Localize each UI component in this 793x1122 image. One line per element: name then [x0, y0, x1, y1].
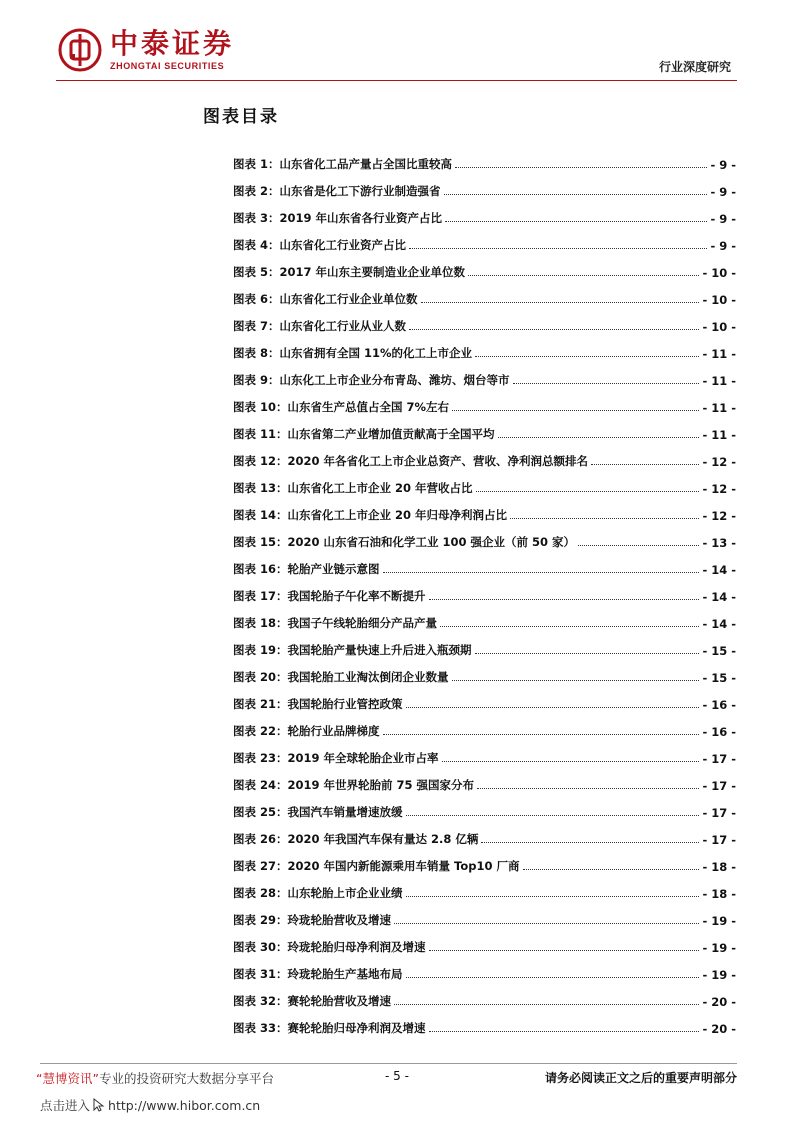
toc-item-page: - 10 - — [702, 320, 736, 334]
toc-item-label: 图表 8： — [233, 346, 280, 360]
toc-item-page: - 12 - — [702, 509, 736, 523]
toc-item-title: 轮胎行业品牌梯度 — [287, 724, 380, 738]
footer-link[interactable] — [40, 1096, 260, 1114]
toc-item[interactable] — [233, 631, 736, 658]
toc-leader-dots — [429, 1031, 700, 1032]
toc-item[interactable] — [233, 955, 736, 982]
toc-leader-dots — [440, 626, 699, 627]
toc-item[interactable] — [233, 280, 736, 307]
brand-logo — [58, 28, 234, 72]
toc-leader-dots — [476, 491, 700, 492]
toc-item-page: - 11 - — [702, 401, 736, 415]
footer-tagline-text: 专业的投资研究大数据分享平台 — [98, 1071, 274, 1086]
pointer-cursor-icon — [92, 1098, 106, 1112]
toc-item-label: 图表 20： — [233, 670, 288, 684]
toc-leader-dots — [523, 869, 700, 870]
toc-item-page: - 17 - — [702, 806, 736, 820]
toc-leader-dots — [444, 194, 708, 195]
toc-item-page: - 10 - — [702, 293, 736, 307]
toc-item-page: - 20 - — [702, 1022, 736, 1036]
toc-item-page: - 9 - — [710, 239, 736, 253]
toc-item-page: - 15 - — [702, 671, 736, 685]
toc-item-page: - 18 - — [702, 887, 736, 901]
toc-title: 图表目录 — [203, 107, 279, 127]
toc-item-title: 2020 年各省化工上市企业总资产、营收、净利润总额排名 — [287, 454, 589, 468]
toc-item-title: 2017 年山东主要制造业企业单位数 — [279, 265, 466, 279]
page-number: - 5 - — [385, 1069, 409, 1083]
toc-item-label: 图表 30： — [233, 940, 288, 954]
toc-item-page: - 16 - — [702, 698, 736, 712]
toc-item-label: 图表 21： — [233, 697, 288, 711]
toc-item-label: 图表 6： — [233, 292, 280, 306]
toc-item[interactable] — [233, 874, 736, 901]
toc-item-label: 图表 23： — [233, 751, 288, 765]
toc-item-label: 图表 31： — [233, 967, 288, 981]
toc-item-page: - 19 - — [702, 941, 736, 955]
toc-item-page: - 11 - — [702, 347, 736, 361]
toc-item-title: 山东省化工品产量占全国比重较高 — [279, 157, 453, 171]
toc-item-title: 山东省化工上市企业 20 年归母净利润占比 — [287, 508, 508, 522]
toc-item[interactable] — [233, 550, 736, 577]
footer-brand: “慧博资讯” — [36, 1071, 99, 1086]
toc-item-page: - 18 - — [702, 860, 736, 874]
toc-item-title: 山东轮胎上市企业业绩 — [287, 886, 403, 900]
toc-item[interactable] — [233, 442, 736, 469]
toc-item[interactable] — [233, 658, 736, 685]
toc-leader-dots — [409, 329, 699, 330]
toc-item[interactable] — [233, 334, 736, 361]
toc-item[interactable] — [233, 793, 736, 820]
toc-item-label: 图表 3： — [233, 211, 280, 225]
toc-leader-dots — [394, 923, 699, 924]
toc-item[interactable] — [233, 415, 736, 442]
toc-leader-dots — [383, 734, 700, 735]
toc-item-label: 图表 11： — [233, 427, 288, 441]
toc-item-label: 图表 28： — [233, 886, 288, 900]
disclaimer-note: 请务必阅读正文之后的重要声明部分 — [544, 1071, 737, 1085]
toc-item-page: - 15 - — [702, 644, 736, 658]
toc-item-label: 图表 15： — [233, 535, 288, 549]
toc-leader-dots — [452, 410, 699, 411]
toc-item-page: - 17 - — [702, 752, 736, 766]
toc-item[interactable] — [233, 523, 736, 550]
toc-item[interactable] — [233, 901, 736, 928]
toc-item-title: 山东省化工行业企业单位数 — [279, 292, 418, 306]
toc-item-page: - 11 - — [702, 374, 736, 388]
report-type-label: 行业深度研究 — [658, 60, 731, 74]
toc-item-label: 图表 18： — [233, 616, 288, 630]
toc-item-page: - 19 - — [702, 914, 736, 928]
toc-item-label: 图表 32： — [233, 994, 288, 1008]
toc-item[interactable] — [233, 847, 736, 874]
toc-item-label: 图表 33： — [233, 1021, 288, 1035]
toc-item-title: 山东省化工行业从业人数 — [279, 319, 407, 333]
toc-item-label: 图表 16： — [233, 562, 288, 576]
toc-item-page: - 12 - — [702, 482, 736, 496]
toc-item-title: 山东省生产总值占全国 7%左右 — [287, 400, 450, 414]
toc-item-page: - 9 - — [710, 212, 736, 226]
toc-item[interactable] — [233, 577, 736, 604]
toc-leader-dots — [468, 275, 699, 276]
toc-item-page: - 9 - — [710, 185, 736, 199]
toc-item[interactable] — [233, 361, 736, 388]
toc-item-label: 图表 9： — [233, 373, 280, 387]
toc-item[interactable] — [233, 820, 736, 847]
footer-link-prefix: 点击进入 — [40, 1098, 91, 1113]
toc-item-title: 我国汽车销量增速放缓 — [287, 805, 403, 819]
toc-item-page: - 17 - — [702, 833, 736, 847]
toc-item-page: - 14 - — [702, 563, 736, 577]
toc-item-page: - 10 - — [702, 266, 736, 280]
toc-item-title: 玲珑轮胎归母净利润及增速 — [287, 940, 426, 954]
toc-item-page: - 17 - — [702, 779, 736, 793]
toc-item[interactable] — [233, 253, 736, 280]
toc-item-title: 山东省是化工下游行业制造强省 — [279, 184, 441, 198]
toc-item-title: 我国轮胎工业淘汰倒闭企业数量 — [287, 670, 449, 684]
toc-leader-dots — [406, 815, 700, 816]
toc-item-title: 我国子午线轮胎细分产品产量 — [287, 616, 438, 630]
toc-item[interactable] — [233, 685, 736, 712]
toc-leader-dots — [455, 167, 707, 168]
toc-leader-dots — [475, 356, 699, 357]
toc-item[interactable] — [233, 712, 736, 739]
toc-item-title: 玲珑轮胎营收及增速 — [287, 913, 392, 927]
toc-item-label: 图表 14： — [233, 508, 288, 522]
toc-item-label: 图表 25： — [233, 805, 288, 819]
toc-item[interactable] — [233, 1009, 736, 1036]
toc-item-label: 图表 5： — [233, 265, 280, 279]
toc-item-page: - 12 - — [702, 455, 736, 469]
toc-item[interactable] — [233, 307, 736, 334]
toc-item-label: 图表 1： — [233, 157, 280, 171]
toc-item-label: 图表 24： — [233, 778, 288, 792]
footer-divider — [40, 1063, 737, 1064]
toc-item-title: 轮胎产业链示意图 — [287, 562, 380, 576]
toc-item-title: 2019 年全球轮胎企业市占率 — [287, 751, 439, 765]
toc-item-label: 图表 2： — [233, 184, 280, 198]
header-divider — [56, 80, 737, 81]
toc-leader-dots — [498, 437, 700, 438]
toc-item-page: - 20 - — [702, 995, 736, 1009]
toc-leader-dots — [477, 788, 699, 789]
toc-item-title: 赛轮轮胎营收及增速 — [287, 994, 392, 1008]
toc-item-title: 2019 年世界轮胎前 75 强国家分布 — [287, 778, 475, 792]
toc-item-label: 图表 19： — [233, 643, 288, 657]
toc-item[interactable] — [233, 226, 736, 253]
footer-tagline — [36, 1069, 274, 1087]
toc-item-page: - 13 - — [702, 536, 736, 550]
toc-item-label: 图表 13： — [233, 481, 288, 495]
footer-link-url[interactable]: http://www.hibor.com.cn — [108, 1097, 261, 1113]
brand-name-cn: 中泰证券 — [110, 27, 235, 60]
brand-name-en: ZHONGTAI SECURITIES — [110, 61, 225, 71]
toc-leader-dots — [513, 383, 700, 384]
toc-item-title: 玲珑轮胎生产基地布局 — [287, 967, 403, 981]
zhongtai-logo-icon — [58, 28, 102, 72]
toc-item-label: 图表 4： — [233, 238, 280, 252]
toc-leader-dots — [510, 518, 699, 519]
toc-leader-dots — [409, 248, 707, 249]
toc-item[interactable] — [233, 145, 736, 172]
toc-item[interactable] — [233, 604, 736, 631]
toc-leader-dots — [578, 545, 699, 546]
toc-item[interactable] — [233, 496, 736, 523]
toc-item-label: 图表 22： — [233, 724, 288, 738]
toc-item-title: 我国轮胎行业管控政策 — [287, 697, 403, 711]
toc-item-label: 图表 26： — [233, 832, 288, 846]
toc-leader-dots — [406, 977, 700, 978]
toc-item-page: - 9 - — [710, 158, 736, 172]
toc-leader-dots — [452, 680, 700, 681]
toc-item[interactable] — [233, 469, 736, 496]
toc-item-page: - 14 - — [702, 590, 736, 604]
toc-leader-dots — [445, 221, 707, 222]
toc-item-label: 图表 10： — [233, 400, 288, 414]
toc-item-title: 山东省化工行业资产占比 — [279, 238, 407, 252]
toc-item-title: 赛轮轮胎归母净利润及增速 — [287, 1021, 426, 1035]
toc-item-label: 图表 7： — [233, 319, 280, 333]
toc-item-label: 图表 29： — [233, 913, 288, 927]
toc-item-title: 我国轮胎子午化率不断提升 — [287, 589, 426, 603]
toc-leader-dots — [394, 1004, 699, 1005]
toc-leader-dots — [429, 950, 700, 951]
toc-item-page: - 16 - — [702, 725, 736, 739]
toc-item[interactable] — [233, 172, 736, 199]
toc-leader-dots — [406, 896, 700, 897]
toc-item-page: - 11 - — [702, 428, 736, 442]
toc-item-title: 山东省拥有全国 11%的化工上市企业 — [279, 346, 473, 360]
toc-leader-dots — [406, 707, 700, 708]
toc-item-title: 2019 年山东省各行业资产占比 — [279, 211, 443, 225]
toc-leader-dots — [475, 653, 700, 654]
toc-item[interactable] — [233, 928, 736, 955]
toc-item-title: 2020 年我国汽车保有量达 2.8 亿辆 — [287, 832, 479, 846]
toc-item-label: 图表 27： — [233, 859, 288, 873]
toc-item-label: 图表 17： — [233, 589, 288, 603]
toc-leader-dots — [442, 761, 700, 762]
toc-item-title: 我国轮胎产量快速上升后进入瓶颈期 — [287, 643, 472, 657]
toc-leader-dots — [421, 302, 700, 303]
toc-item-title: 山东省化工上市企业 20 年营收占比 — [287, 481, 473, 495]
toc-item-title: 2020 年国内新能源乘用车销量 Top10 厂商 — [287, 859, 520, 873]
toc-item-title: 山东省第二产业增加值贡献高于全国平均 — [287, 427, 495, 441]
toc-item[interactable] — [233, 766, 736, 793]
toc-item-label: 图表 12： — [233, 454, 288, 468]
toc-leader-dots — [429, 599, 700, 600]
toc-item[interactable] — [233, 739, 736, 766]
toc-leader-dots — [383, 572, 700, 573]
toc-item[interactable] — [233, 199, 736, 226]
toc-item-title: 2020 山东省石油和化学工业 100 强企业（前 50 家） — [287, 535, 576, 549]
toc-item-title: 山东化工上市企业分布青岛、潍坊、烟台等市 — [279, 373, 510, 387]
toc-list — [233, 145, 736, 1036]
toc-item-page: - 19 - — [702, 968, 736, 982]
toc-leader-dots — [481, 842, 699, 843]
toc-item[interactable] — [233, 982, 736, 1009]
toc-leader-dots — [591, 464, 699, 465]
toc-item[interactable] — [233, 388, 736, 415]
toc-item-page: - 14 - — [702, 617, 736, 631]
